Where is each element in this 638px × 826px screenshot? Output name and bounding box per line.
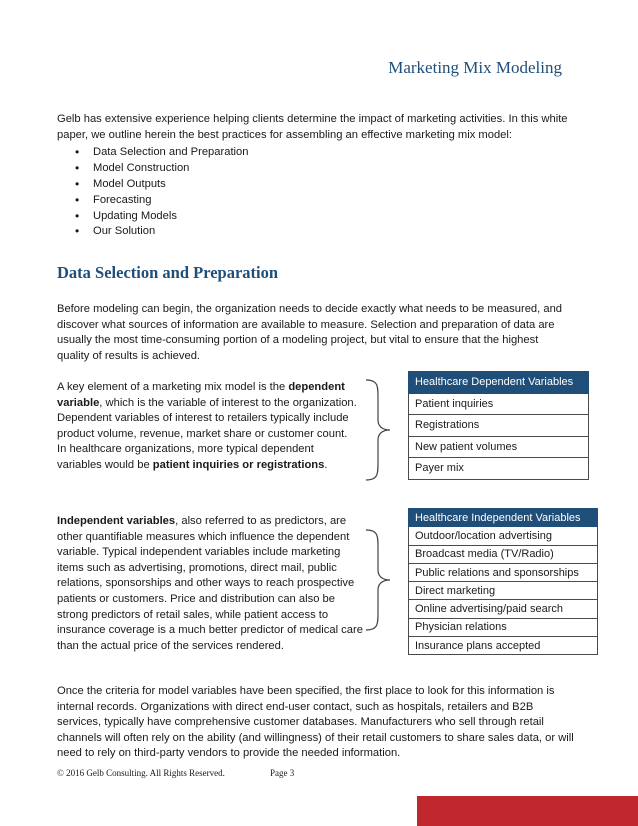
list-item: • Updating Models	[75, 209, 577, 225]
table-header: Healthcare Independent Variables	[409, 509, 598, 527]
table-header: Healthcare Dependent Variables	[409, 372, 589, 394]
table-row	[409, 600, 598, 618]
list-item: • Model Outputs	[75, 177, 577, 193]
table-cell: Public relations and sponsorships	[409, 563, 598, 581]
paragraph-text: .	[324, 458, 328, 471]
paragraph-text: A key element of a marketing mix model is the	[57, 381, 289, 393]
table-row	[409, 527, 598, 545]
section-heading: Data Selection and Preparation	[57, 263, 279, 282]
table-row	[409, 458, 589, 480]
list-item: • Model Construction	[75, 161, 577, 177]
table-cell: Patient inquiries	[409, 393, 589, 415]
intro-bullet-list	[57, 145, 577, 240]
bold-term: Independent variables	[57, 515, 176, 527]
table-row	[409, 563, 598, 581]
paragraph-text: , also referred to as predictors, are other quantifiable measures which influence the dependent variable. Typical independent variables include marketing items such as advertising, promotions, direct mail, public relations, sponsorships and other ways to reach prospective patients or customers. Price and distribution can also be strong predictors of retail sales, while patient access to insurance coverage is a much better predictor of medical care than the actual price of the services rendered.	[57, 515, 363, 652]
paragraph-dependent-variables	[57, 380, 357, 474]
table-cell: Registrations	[409, 415, 589, 437]
independent-variables-table	[408, 508, 598, 655]
table-cell: Insurance plans accepted	[409, 637, 598, 655]
bold-term: patient inquiries or registrations	[152, 458, 325, 471]
table-row	[409, 415, 589, 437]
table-cell: Physician relations	[409, 618, 598, 636]
table-cell: Direct marketing	[409, 582, 598, 600]
bold-term: dependent variable	[57, 381, 345, 409]
curly-brace-icon	[362, 378, 394, 482]
table-cell: New patient volumes	[409, 436, 589, 458]
dependent-variables-table	[408, 371, 589, 480]
list-item: • Forecasting	[75, 193, 577, 209]
table-row	[409, 582, 598, 600]
table-cell: Online advertising/paid search	[409, 600, 598, 618]
table-cell: Broadcast media (TV/Radio)	[409, 545, 598, 563]
curly-brace-icon	[362, 528, 394, 632]
list-item: • Data Selection and Preparation	[75, 145, 577, 161]
table-row	[409, 436, 589, 458]
footer-accent-bar	[417, 796, 638, 826]
paragraph-text: , which is the variable of interest to the organization. Dependent variables of interest to retailers typically include product volume, revenue, market share or customer count. In healthcare organizations, more typical dependent variables would be	[57, 396, 357, 471]
table-row	[409, 393, 589, 415]
table-row	[409, 637, 598, 655]
intro-text: Gelb has extensive experience helping clients determine the impact of marketing activities. In this white paper, we outline herein the best practices for assembling an effective marketing mix model:	[57, 113, 568, 142]
intro-section	[57, 111, 577, 240]
table-cell: Outdoor/location advertising	[409, 527, 598, 545]
paragraph-independent-variables	[57, 514, 367, 654]
footer-copyright: © 2016 Gelb Consulting. All Rights Reserved.	[57, 768, 225, 778]
page-header-title: Marketing Mix Modeling	[388, 58, 562, 77]
table-cell: Payer mix	[409, 458, 589, 480]
list-item: • Our Solution	[75, 224, 577, 240]
footer-page-number: Page 3	[270, 768, 295, 778]
paragraph-data-selection: Before modeling can begin, the organization needs to decide exactly what needs to be measured, and discover what sources of information are available to measure. Selection and preparation of data are usually the most time-consuming portion of a modeling project, but vital to ensure that the highest quality of results is achieved.	[57, 303, 563, 362]
paragraph-data-sources: Once the criteria for model variables have been specified, the first place to look for this information is internal records. Organizations with direct end-user contact, such as hospitals, retailers and B2B services, typically have comprehensive customer databases. Manufacturers who sell through retail channels will often rely on the ability (and willingness) of their retail customers to share sales data, or will need to rely on third-party vendors to provide the needed information.	[57, 685, 574, 760]
table-row	[409, 618, 598, 636]
table-row	[409, 545, 598, 563]
